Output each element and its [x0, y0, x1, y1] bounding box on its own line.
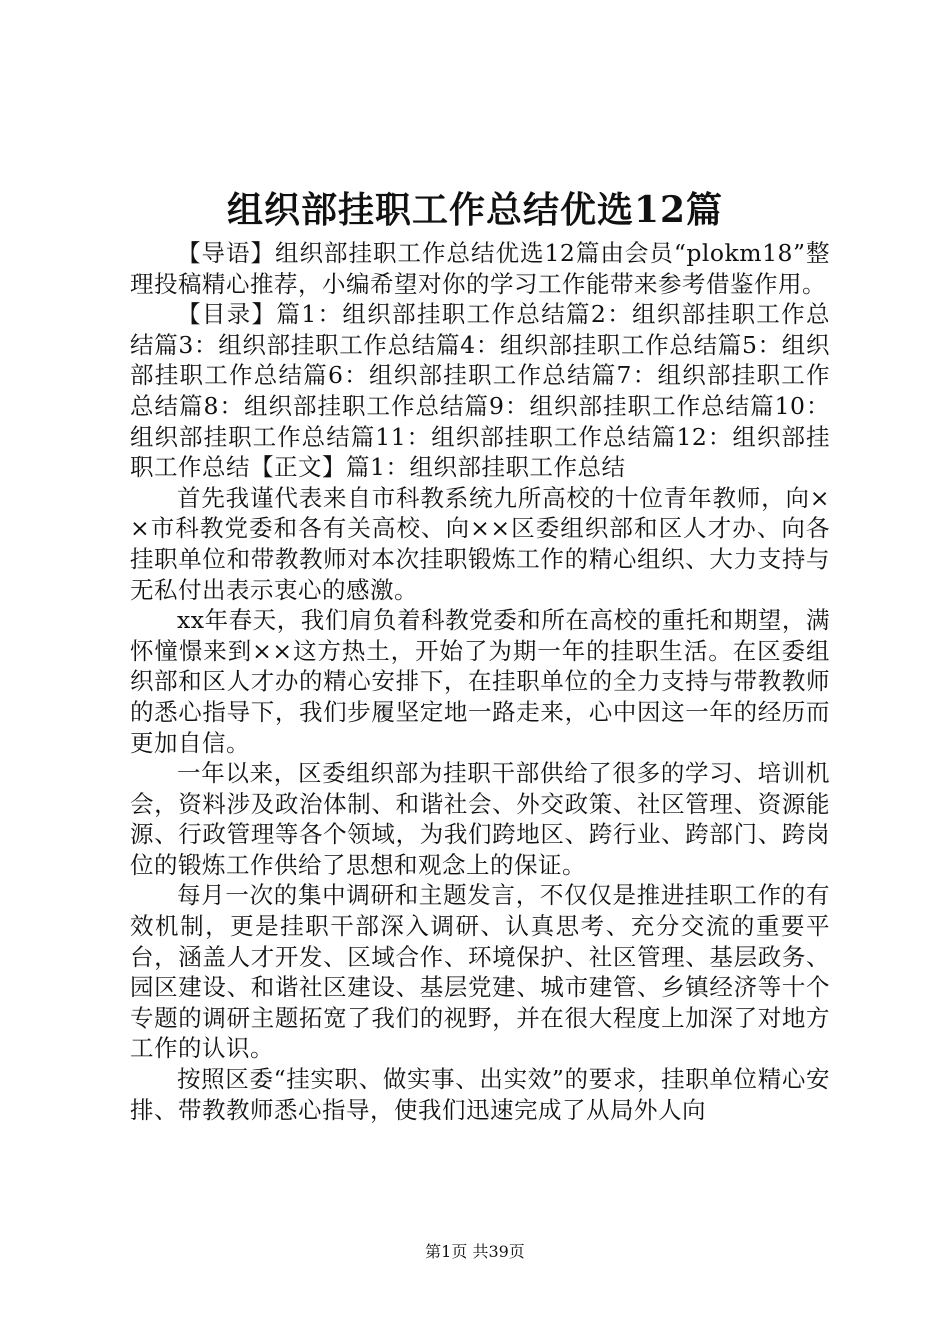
- paragraph-body-3: 一年以来，区委组织部为挂职干部供给了很多的学习、培训机会，资料涉及政治体制、和谐社会、外交政策、社区管理、资源能源、行政管理等各个领域，为我们跨地区、跨行业、跨部门、跨岗位的锻炼工作供给了思想和观念上的保证。: [130, 759, 830, 879]
- page-footer: 第1页 共39页: [425, 1242, 525, 1261]
- paragraph-body-4: 每月一次的集中调研和主题发言，不仅仅是推进挂职工作的有效机制，更是挂职干部深入调研、认真思考、充分交流的重要平台，涵盖人才开发、区域合作、环境保护、社区管理、基层政务、园区建设、和谐社区建设、基层党建、城市建管、乡镇经济等十个专题的调研主题拓宽了我们的视野，并在很大程度上加深了对地方工作的认识。: [130, 881, 830, 1063]
- paragraph-intro: 【导语】组织部挂职工作总结优选12篇由会员“plokm18”整理投稿精心推荐，小编希望对你的学习工作能带来参考借鉴作用。: [130, 239, 830, 298]
- document-title: 组织部挂职工作总结优选12篇: [226, 189, 724, 231]
- paragraph-body-2: xx年春天，我们肩负着科教党委和所在高校的重托和期望，满怀憧憬来到××这方热土，开始了为期一年的挂职生活。在区委组织部和区人才办的精心安排下，在挂职单位的全力支持与带教教师的悉心指导下，我们步履坚定地一路走来，心中因这一年的经历而更加自信。: [130, 606, 830, 757]
- paragraph-body-5: 按照区委“挂实职、做实事、出实效”的要求，挂职单位精心安排、带教教师悉心指导，使我们迅速完成了从局外人向: [130, 1065, 830, 1124]
- paragraph-toc: 【目录】篇1：组织部挂职工作总结篇2：组织部挂职工作总结篇3：组织部挂职工作总结篇4：组织部挂职工作总结篇5：组织部挂职工作总结篇6：组织部挂职工作总结篇7：组织部挂职工作总结篇8：组织部挂职工作总结篇9：组织部挂职工作总结篇10：组织部挂职工作总结篇11：组织部挂职工作总结篇12：组织部挂职工作总结【正文】篇1：组织部挂职工作总结: [130, 300, 830, 482]
- document-body: [130, 238, 830, 1125]
- paragraph-body-1: 首先我谨代表来自市科教系统九所高校的十位青年教师，向××市科教党委和各有关高校、向××区委组织部和区人才办、向各挂职单位和带教教师对本次挂职锻炼工作的精心组织、大力支持与无私付出表示衷心的感激。: [130, 483, 830, 604]
